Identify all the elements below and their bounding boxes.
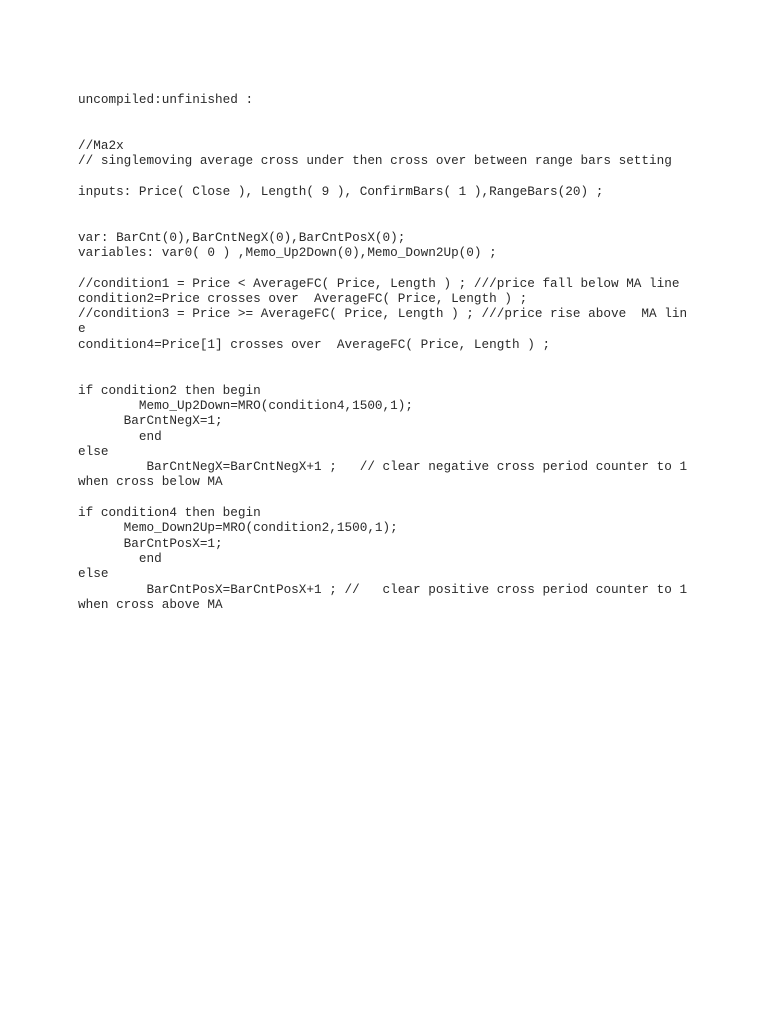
code-line: BarCntNegX=BarCntNegX+1 ; // clear negative cross period counter to 1	[78, 459, 688, 475]
code-line: //condition3 = Price >= AverageFC( Price, Length ) ; ///price rise above MA lin	[78, 306, 688, 322]
code-line: var: BarCnt(0),BarCntNegX(0),BarCntPosX(0);	[78, 229, 406, 245]
code-line: Memo_Down2Up=MRO(condition2,1500,1);	[78, 520, 398, 536]
code-line: // singlemoving average cross under then cross over between range bars setting	[78, 153, 672, 169]
code-line	[78, 214, 718, 229]
code-line	[78, 367, 718, 382]
code-line: BarCntNegX=1;	[78, 413, 223, 429]
code-line: uncompiled:unfinished :	[78, 92, 254, 107]
code-line: variables: var0( 0 ) ,Memo_Up2Down(0),Memo_Down2Up(0) ;	[78, 244, 497, 260]
code-listing	[78, 92, 718, 612]
code-line	[78, 107, 718, 122]
code-line	[78, 490, 718, 505]
code-line: inputs: Price( Close ), Length( 9 ), ConfirmBars( 1 ),RangeBars(20) ;	[78, 183, 604, 199]
code-line: when cross below MA	[78, 474, 223, 490]
code-line: //condition1 = Price < AverageFC( Price, Length ) ; ///price fall below MA line	[78, 275, 680, 291]
code-line	[78, 352, 718, 367]
code-line: else	[78, 566, 109, 582]
code-line: BarCntPosX=BarCntPosX+1 ; // clear positive cross period counter to 1	[78, 581, 688, 597]
code-line	[78, 260, 718, 275]
code-line	[78, 168, 718, 183]
code-line: if condition4 then begin	[78, 505, 261, 521]
code-line: end	[78, 428, 162, 444]
code-line: BarCntPosX=1;	[78, 535, 223, 551]
code-line: Memo_Up2Down=MRO(condition4,1500,1);	[78, 397, 414, 413]
code-line	[78, 123, 718, 138]
code-line: else	[78, 443, 109, 459]
code-line: end	[78, 550, 162, 566]
code-line	[78, 199, 718, 214]
code-line: if condition2 then begin	[78, 382, 261, 398]
code-line: condition4=Price[1] crosses over AverageFC( Price, Length ) ;	[78, 336, 551, 352]
code-line: condition2=Price crosses over AverageFC( Price, Length ) ;	[78, 290, 528, 306]
code-line: when cross above MA	[78, 596, 223, 612]
code-line: e	[78, 321, 86, 337]
code-line: //Ma2x	[78, 137, 124, 153]
